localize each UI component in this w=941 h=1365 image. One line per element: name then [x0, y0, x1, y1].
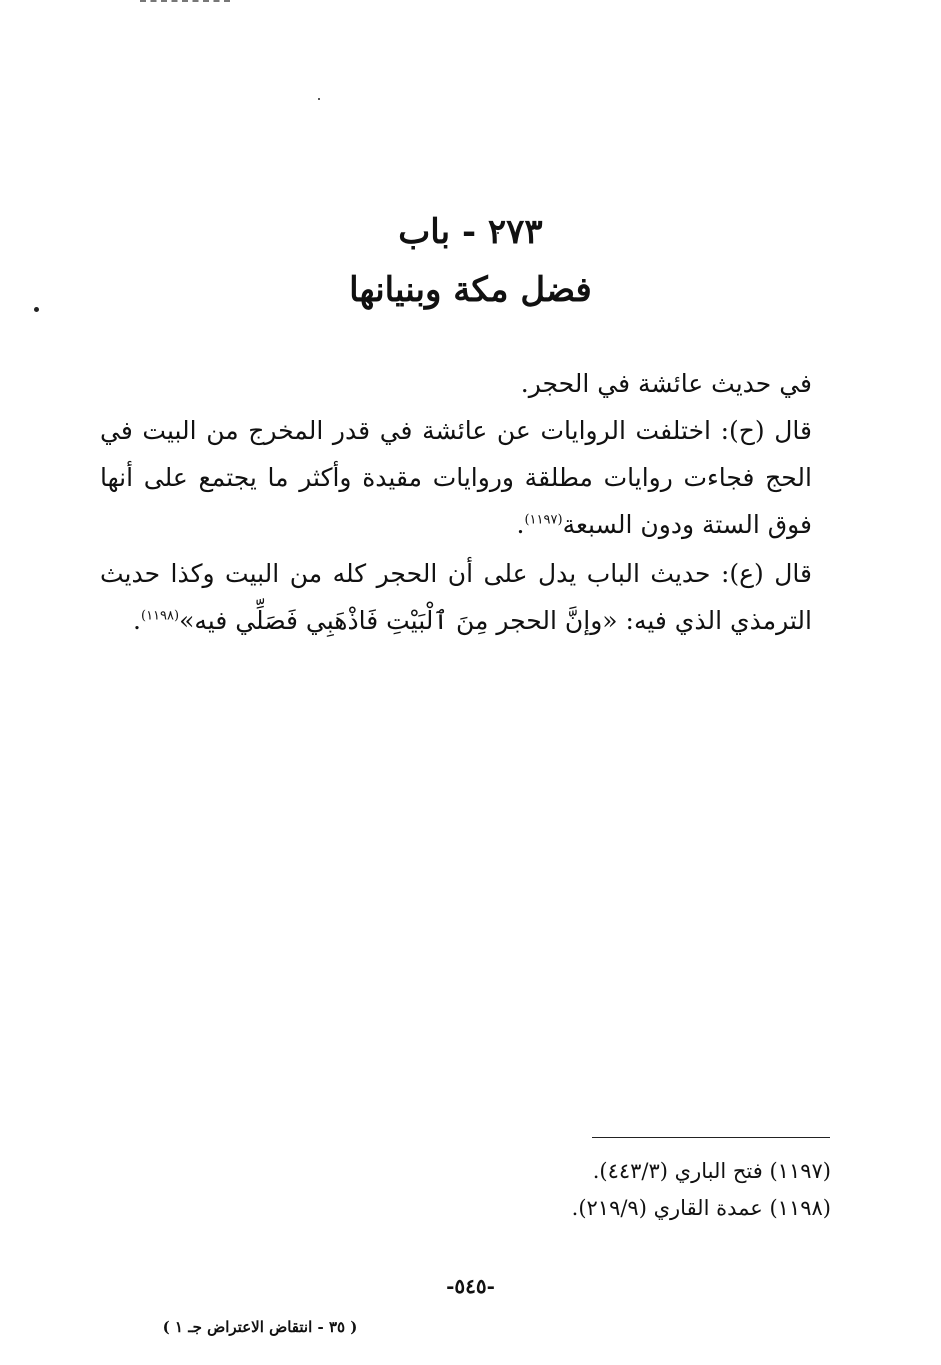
- footnote-1198: (١١٩٨) عمدة القاري (٢١٩/٩).: [571, 1196, 831, 1220]
- footnote-ref-1198[interactable]: (١١٩٨): [140, 608, 180, 624]
- paragraph-intro: في حديث عائشة في الحجر.: [520, 369, 812, 398]
- paragraph-end: .: [133, 606, 141, 635]
- scan-artifact-dashes: [140, 0, 230, 6]
- footnote-1197: (١١٩٧) فتح الباري (٤٤٣/٣).: [592, 1159, 831, 1183]
- paragraph-text: قال (ع): حديث الباب يدل على أن الحجر كله من البيت وكذا حديث الترمذي الذي فيه: «وإنَّ الحجر مِنَ ٱلْبَيْتِ فَاذْهَبِي فَصَلِّي فيه»: [100, 559, 812, 635]
- paragraph-qala-ha: [100, 407, 812, 548]
- page-number: -٥٤٥-: [446, 1274, 495, 1298]
- chapter-number: ٢٧٣ - باب: [398, 212, 543, 252]
- scan-speck: [318, 98, 320, 100]
- footnote-separator: [592, 1137, 830, 1138]
- paragraph-qala-ayn: [100, 550, 812, 644]
- chapter-title: فضل مكة وبنيانها: [349, 270, 592, 310]
- paragraph-text: قال (ح): اختلفت الروايات عن عائشة في قدر المخرج من البيت في الحج فجاءت روايات مطلقة وروايات مقيدة وأكثر ما يجتمع على أنها فوق الستة ودون السبعة: [100, 416, 812, 539]
- paragraph-end: .: [516, 510, 525, 539]
- footnote-ref-1197[interactable]: (١١٩٧): [524, 512, 563, 528]
- printer-signature: ( ٣٥ - انتقاض الاعتراض جـ ١ ): [162, 1318, 358, 1336]
